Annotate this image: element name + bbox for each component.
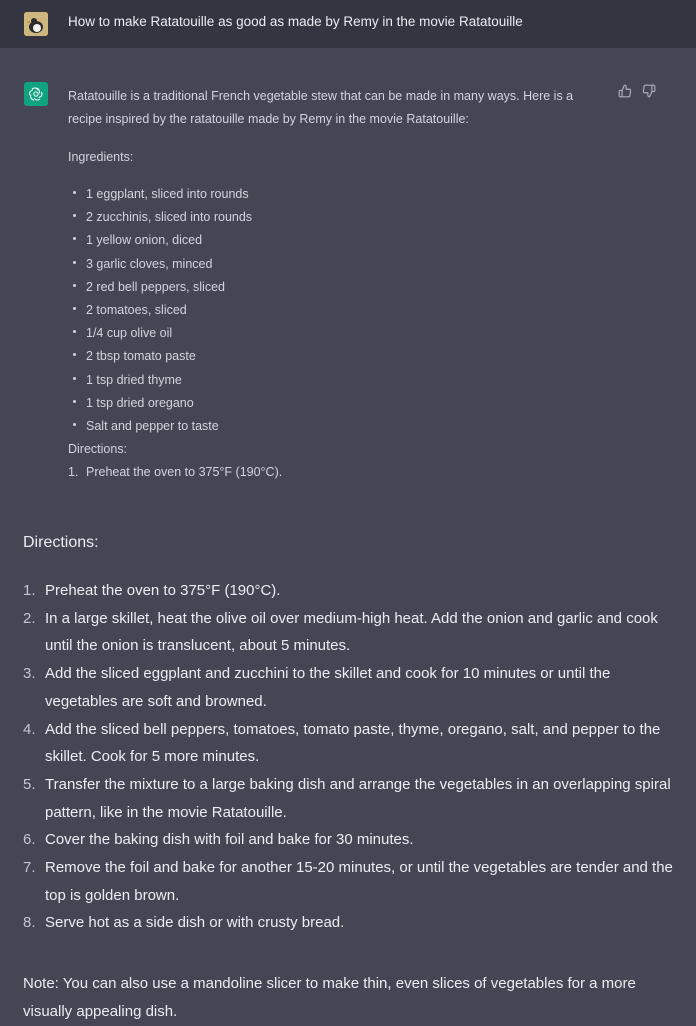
step-text: Add the sliced eggplant and zucchini to the skillet and cook for 10 minutes or until the vegetables are soft and browned. (45, 665, 611, 710)
list-item: 1 tsp dried oregano (68, 392, 608, 415)
step-number: 8. (23, 914, 36, 932)
step-number: 5. (23, 775, 36, 793)
step-text: Transfer the mixture to a large baking dish and arrange the vegetables in an overlapping spiral pattern, like in the movie Ratatouille. (45, 775, 671, 821)
list-item: 2 tbsp tomato paste (68, 345, 608, 368)
list-item: 3 garlic cloves, minced (68, 253, 608, 276)
note-text: Note: You can also use a mandoline slicer to make thin, even slices of vegetables for a more visually appealing dish. (23, 975, 636, 1020)
step-text: Preheat the oven to 375°F (190°C). (86, 465, 283, 480)
user-prompt-text: How to make Ratatouille as good as made by Remy in the movie Ratatouille (68, 14, 523, 29)
step-number: 7. (23, 859, 36, 877)
step-text: In a large skillet, heat the olive oil over medium-high heat. Add the onion and garlic and cook until the onion is translucent, about 5 minutes. (45, 609, 658, 655)
step-number: 2. (23, 609, 36, 627)
ingredients-heading: Ingredients: (68, 150, 134, 164)
step-text: Preheat the oven to 375°F (190°C). (45, 582, 281, 599)
step-text: Add the sliced bell peppers, tomatoes, tomato paste, thyme, oregano, salt, and pepper to the skillet. Cook for 5 more minutes. (45, 720, 661, 766)
step-number: 1. (68, 465, 79, 480)
directions-list (23, 577, 683, 937)
assistant-message-body (68, 85, 608, 484)
thumbs-down-icon[interactable] (642, 84, 656, 103)
list-item: 2 red bell peppers, sliced (68, 276, 608, 299)
step-text: Serve hot as a side dish or with crusty bread. (45, 914, 345, 932)
openai-logo-icon (24, 82, 48, 106)
first-direction-step (68, 461, 608, 484)
list-item: 1 tsp dried thyme (68, 369, 608, 392)
step-number: 6. (23, 831, 36, 849)
ingredients-list (68, 183, 608, 438)
step-text: Remove the foil and bake for another 15-20 minutes, or until the vegetables are tender and the top is golden brown. (45, 859, 673, 904)
step-number: 1. (23, 582, 36, 599)
feedback-buttons (618, 84, 656, 103)
list-item (23, 826, 683, 854)
list-item: 1/4 cup olive oil (68, 322, 608, 345)
user-avatar (24, 12, 48, 36)
directions-section (0, 522, 696, 1024)
list-item (23, 660, 683, 715)
list-item (23, 909, 683, 937)
user-message-row (0, 0, 696, 48)
thumbs-up-icon[interactable] (618, 84, 632, 103)
list-item: 1 yellow onion, diced (68, 229, 608, 252)
list-item (23, 605, 683, 660)
list-item (23, 577, 683, 605)
directions-title: Directions: (23, 534, 99, 551)
assistant-message-row (0, 66, 696, 522)
list-item: 2 zucchinis, sliced into rounds (68, 206, 608, 229)
step-text: Cover the baking dish with foil and bake for 30 minutes. (45, 831, 414, 849)
directions-heading: Directions: (68, 442, 128, 457)
list-item (23, 771, 683, 826)
list-item: 1 eggplant, sliced into rounds (68, 183, 608, 206)
list-item (23, 716, 683, 771)
step-number: 3. (23, 665, 36, 683)
assistant-intro: Ratatouille is a traditional French vegetable stew that can be made in many ways. Here is a recipe inspired by the ratatouille made by Remy in the movie Ratatouille: (68, 89, 574, 126)
list-item: 2 tomatoes, sliced (68, 299, 608, 322)
list-item: Salt and pepper to taste (68, 415, 608, 438)
list-item (23, 854, 683, 909)
step-number: 4. (23, 720, 36, 738)
